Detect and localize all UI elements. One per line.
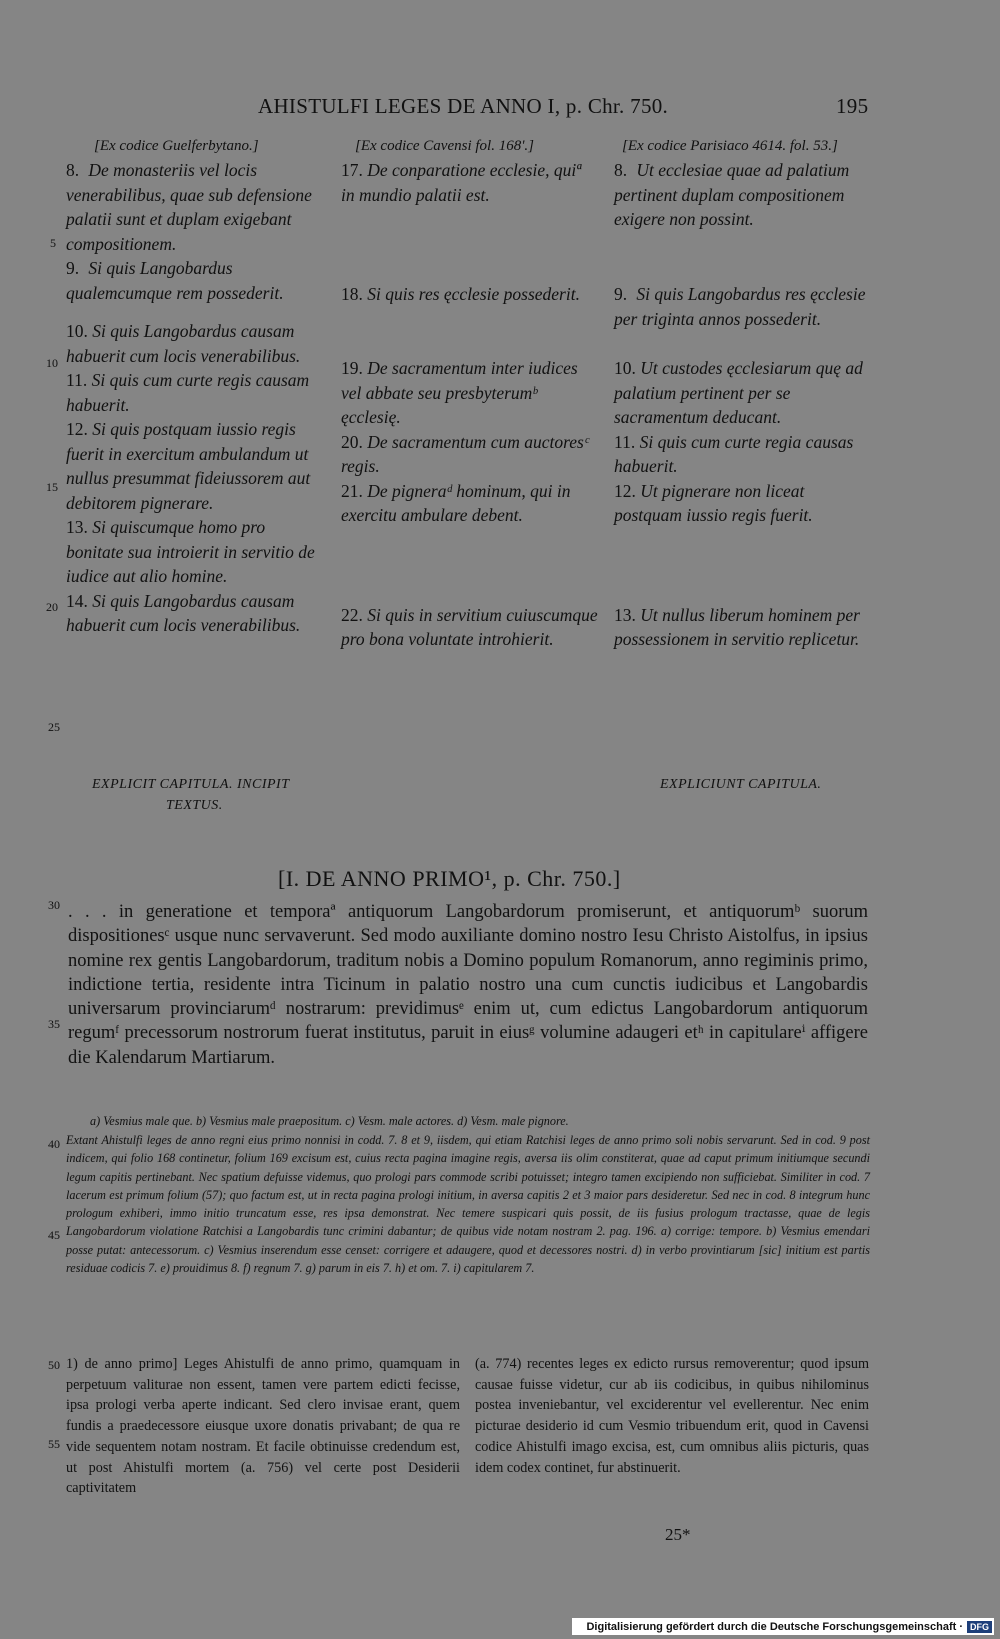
dfg-logo: DFG <box>967 1621 992 1633</box>
chapter-list-middle <box>341 158 599 652</box>
explicit-right: EXPLICIUNT CAPITULA. <box>660 777 822 792</box>
list-item: 10. Si quis Langobardus causam habuerit cum locis venerabilibus. <box>66 321 301 366</box>
list-item: 14. Si quis Langobardus causam habuerit cum locis venerabilibus. <box>66 590 301 635</box>
line-number: 35 <box>48 1017 60 1031</box>
source-left: [Ex codice Guelferbytano.] <box>94 138 259 154</box>
list-item: 12. Si quis postquam iussio regis fuerit in exercitum ambulandum ut nullus presummat fideiussorem aut debitorem pignerare. <box>66 419 311 513</box>
list-item: 9. Si quis Langobardus qualemcumque rem possederit. <box>66 258 284 303</box>
line-number: 25 <box>48 720 60 734</box>
list-item: 8. De monasteriis vel locis venerabilibus, quae sub defensione palatii sunt et duplam exigebant compositionem. <box>66 160 312 254</box>
list-item: 8. Ut ecclesiae quae ad palatium pertinent duplam compositionem exigere non possint. <box>614 160 850 229</box>
chapter-list-left <box>66 158 326 638</box>
explicit-left-2: TEXTUS. <box>166 798 223 813</box>
footnote-variants: a) Vesmius male que. b) Vesmius male praepositum. c) Vesm. male actores. d) Vesm. male pignore. <box>90 1114 569 1128</box>
source-middle: [Ex codice Cavensi fol. 168'.] <box>355 138 535 154</box>
line-number: 5 <box>50 236 56 250</box>
list-item: 17. De conparatione ecclesie, quiª in mundio palatii est. <box>341 160 582 205</box>
list-item: 9. Si quis Langobardus res ęcclesie per triginta annos possederit. <box>614 284 866 329</box>
list-item: 21. De pigneraᵈ hominum, qui in exercitu ambulare debent. <box>341 480 571 525</box>
page-number: 195 <box>836 94 869 118</box>
line-number: 40 <box>48 1137 60 1151</box>
list-item: 12. Ut pignerare non liceat postquam iussio regis fuerit. <box>614 480 813 525</box>
chapter-list-right <box>614 158 876 652</box>
line-number: 50 <box>48 1358 60 1372</box>
line-number: 30 <box>48 898 60 912</box>
list-item: 11. Si quis cum curte regis causam habuerit. <box>66 370 310 415</box>
footnote-commentary: Extant Ahistulfi leges de anno regni eius primo nonnisi in codd. 7. 8 et 9, iisdem, qui etiam Ratchisi leges de anno primo soli nobis servarunt. Sed in cod. 9 post indicem, qui folio 168 continetur, folium 169 excisum est, cuius recta pagina imagine regis, aversa iis olim constiterat, quae ad caput primum initiumque secundi legum capitis pertinebant. Nec spatium defuisse videmus, quo prologi pars commode scribi potuisset; integro tamen excipiendo non sufficiebat. Similiter in cod. 7 lacerum est primum folium (57); quo factum est, ut in recta pagina prologi initium, in aversa capitis 2 et 3 maior pars desideretur. Sed nec in cod. 8 integrum hunc prologum exhiberi, immo initio truncatum esse, res ipsa demonstrat. Nec temere suspicari quis possit, de iis fusius prologum tractasse, quae de legis Langobardorum violatione Ratchisi a Langobardis tunc crimini dabantur; de quibus vide notam nostram 2. pag. 196. a) corrige: tempore. b) Vesmius emendari posse putat: antecessorum. c) Vesmius inserendum esse censet: corrigere et adaugere, quod et decessores nostri. d) in verbo provintiarum [sic] initium est partis residuae codicis 7. e) prouidimus 8. f) regnum 7. g) parum in eis 7. h) et om. 7. i) capitularem 7. <box>66 1133 870 1276</box>
list-item: 10. Ut custodes ęcclesiarum quę ad palatium pertinent per se sacramentum deducant. <box>614 358 863 427</box>
line-number: 55 <box>48 1437 60 1451</box>
line-number: 45 <box>48 1228 60 1242</box>
funding-footer <box>572 1618 994 1635</box>
sheet-signature: 25* <box>665 1525 691 1544</box>
line-number: 20 <box>46 600 58 614</box>
list-item: 18. Si quis res ęcclesie possederit. <box>341 284 580 304</box>
line-number: 15 <box>46 480 58 494</box>
list-item: 19. De sacramentum inter iudices vel abbate seu presbyterumᵇ ęcclesię. <box>341 358 578 427</box>
section-title: [I. DE ANNO PRIMO¹, p. Chr. 750.] <box>278 866 621 891</box>
note-left-column: 1) de anno primo] Leges Ahistulfi de anno primo, quamquam in perpetuum valiturae non essent, tamen vere partem edicti fecisse, ipsa prologi verba aperte indicant. Sed clero invisae erant, quem fundis a praedecessore eiusque uxore donatis privabant; de qua re vide sequentem notam nostram. Et facile obtinuisse credendum est, ut post Ahistulfi mortem (a. 756) vel certe post Desiderii captivitatem <box>66 1356 460 1497</box>
prologue-text: . . . in generatione et temporaª antiquorum Langobardorum promiserunt, et antiquorumᵇ suorum dispositionesᶜ usque nunc servaverunt. Sed modo auxiliante domino nostro Iesu Christo Aistolfus, in ipsius nomine rex gentis Langobardorum, traditum nobis a Domino populum Romanorum, anno regiminis primo, indictione tertia, residente intra Ticinum in palatio nostro una cum cunctis iudicibus et Langobardis universarum provinciarumᵈ nostrarum: previdimusᵉ enim ut, cum edictus Langobardorum antiquorum regumᶠ precessorum nostrorum fuerat institutus, paruit in eiusᵍ volumine adaugeri etʰ in capitulareⁱ affigere die Kalendarum Martiarum. <box>68 902 868 1068</box>
line-number: 10 <box>46 356 58 370</box>
list-item: 22. Si quis in servitium cuiuscumque pro bona voluntate introhierit. <box>341 604 598 649</box>
list-item: 20. De sacramentum cum auctoresᶜ regis. <box>341 431 589 476</box>
list-item: 13. Si quiscumque homo pro bonitate sua introierit in servitio de iudice aut alio homine. <box>66 517 315 586</box>
list-item: 11. Si quis cum curte regia causas habuerit. <box>614 431 854 476</box>
source-right: [Ex codice Parisiaco 4614. fol. 53.] <box>622 138 838 154</box>
explicit-left-1: EXPLICIT CAPITULA. INCIPIT <box>92 777 290 792</box>
footer-text: Digitalisierung gefördert durch die Deutsche Forschungsgemeinschaft · <box>586 1620 963 1633</box>
running-head: AHISTULFI LEGES DE ANNO I, p. Chr. 750. <box>258 94 669 118</box>
note-right-column: (a. 774) recentes leges ex edicto rursus removerentur; quod ipsum causae fuisse videtur, cur ab iis codicibus, in quibus nihilominus postea inveniebantur, vel exciderentur vel evellerentur. Nec enim picturae desiderio id cum Vesmio tribuendum erit, quod in Cavensi codice Ahistulfi imago excisa, est, cum omnibus aliis picturis, quas idem codex continet, fur abstinuerit. <box>475 1356 869 1476</box>
list-item: 13. Ut nullus liberum hominem per possessionem in servitio replicetur. <box>614 604 860 649</box>
